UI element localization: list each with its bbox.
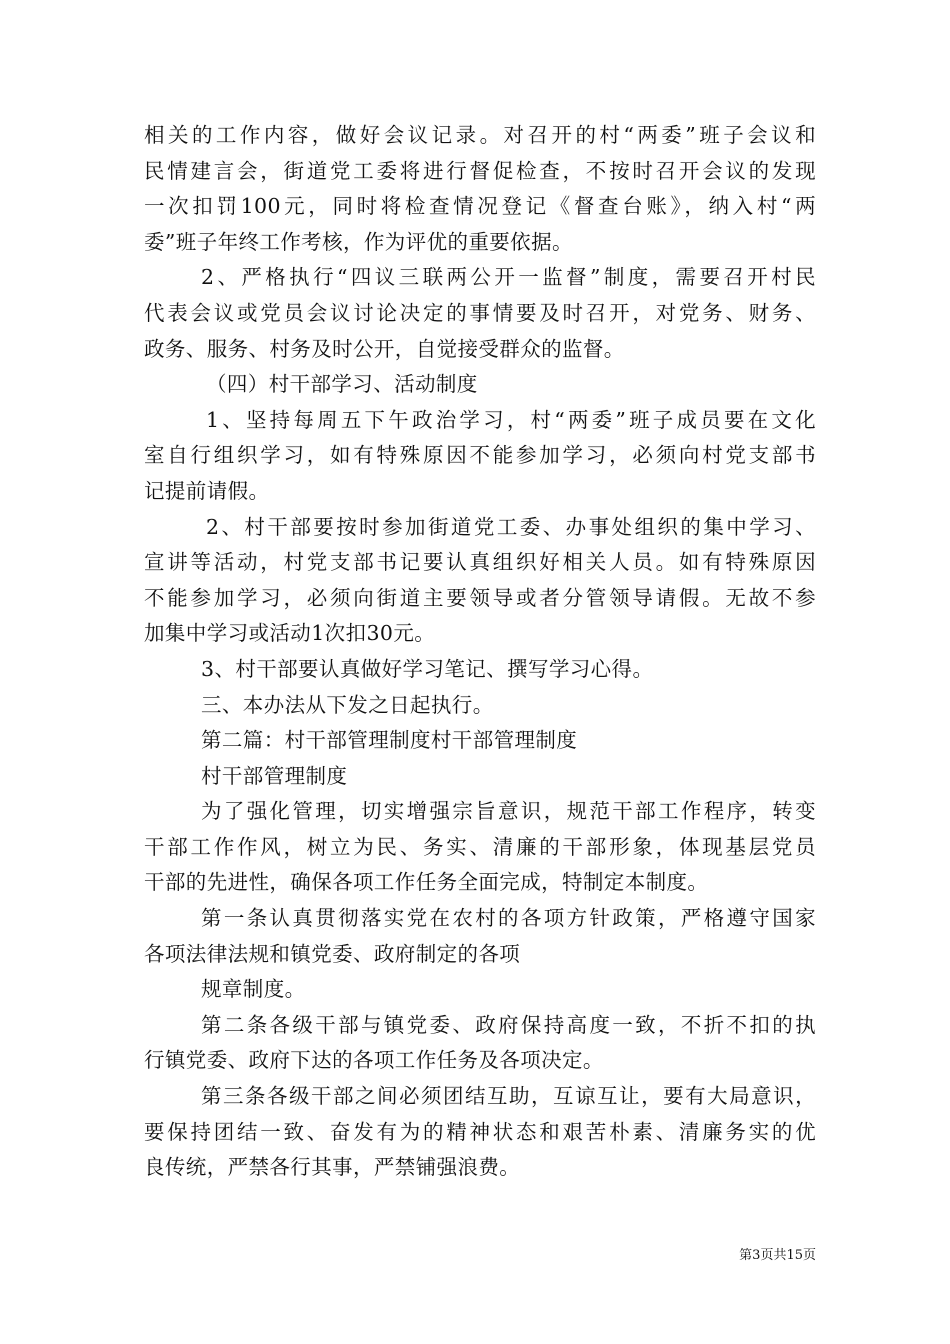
- text-line: 政务、服务、村务及时公开，自觉接受群众的监督。: [144, 336, 625, 361]
- text-line: 委”班子年终工作考核，作为评优的重要依据。: [144, 229, 573, 254]
- text-line: 干部工作作风，树立为民、务实、清廉的干部形象，体现基层党员: [144, 834, 816, 859]
- text-line: 相关的工作内容，做好会议记录。对召开的村“两委”班子会议和: [144, 123, 816, 147]
- text-line: 室自行组织学习，如有特殊原因不能参加学习，必须向村党支部书: [144, 443, 816, 468]
- text-line: 代表会议或党员会议讨论决定的事情要及时召开，对党务、财务、: [144, 300, 816, 325]
- text-line: 加集中学习或活动1次扣30元。: [144, 621, 436, 646]
- subheading: 村干部管理制度: [201, 763, 348, 788]
- text-line: 1、坚持每周五下午政治学习，村“两委”班子成员要在文化: [206, 407, 816, 432]
- text-line: 规章制度。: [201, 977, 306, 1002]
- text-line: 各项法律法规和镇党委、政府制定的各项: [144, 941, 521, 966]
- document-body: [144, 118, 816, 1186]
- text-line: 行镇党委、政府下达的各项工作任务及各项决定。: [144, 1048, 604, 1073]
- text-line: 2、严格执行“四议三联两公开一监督”制度，需要召开村民: [201, 265, 816, 290]
- text-line: 民情建言会，街道党工委将进行督促检查，不按时召开会议的发现: [144, 158, 816, 183]
- text-line: 三、本办法从下发之日起执行。: [201, 692, 494, 717]
- section-heading: （四）村干部学习、活动制度: [206, 372, 478, 397]
- text-line: 干部的先进性，确保各项工作任务全面完成，特制定本制度。: [144, 870, 709, 895]
- page-number: 第3页共15页: [739, 1248, 816, 1263]
- text-line: 不能参加学习，必须向街道主要领导或者分管领导请假。无故不参: [144, 585, 816, 610]
- text-line: 第二条各级干部与镇党委、政府保持高度一致，不折不扣的执: [201, 1012, 816, 1037]
- text-line: 良传统，严禁各行其事，严禁铺强浪费。: [144, 1155, 521, 1180]
- chapter-heading: 第二篇：村干部管理制度村干部管理制度: [201, 728, 578, 753]
- text-line: 3、村干部要认真做好学习笔记、撰写学习心得。: [201, 656, 654, 681]
- text-line: 宣讲等活动，村党支部书记要认真组织好相关人员。如有特殊原因: [144, 550, 816, 575]
- text-line: 要保持团结一致、奋发有为的精神状态和艰苦朴素、清廉务实的优: [144, 1119, 816, 1144]
- text-line: 第一条认真贯彻落实党在农村的各项方针政策，严格遵守国家: [201, 906, 816, 931]
- text-line: 一次扣罚100元，同时将检查情况登记《督查台账》，纳入村“两: [144, 194, 816, 219]
- text-line: 2、村干部要按时参加街道党工委、办事处组织的集中学习、: [206, 514, 816, 539]
- text-line: 为了强化管理，切实增强宗旨意识，规范干部工作程序，转变: [201, 799, 816, 824]
- text-line: 记提前请假。: [144, 478, 270, 503]
- text-line: 第三条各级干部之间必须团结互助，互谅互让，要有大局意识，: [201, 1084, 816, 1109]
